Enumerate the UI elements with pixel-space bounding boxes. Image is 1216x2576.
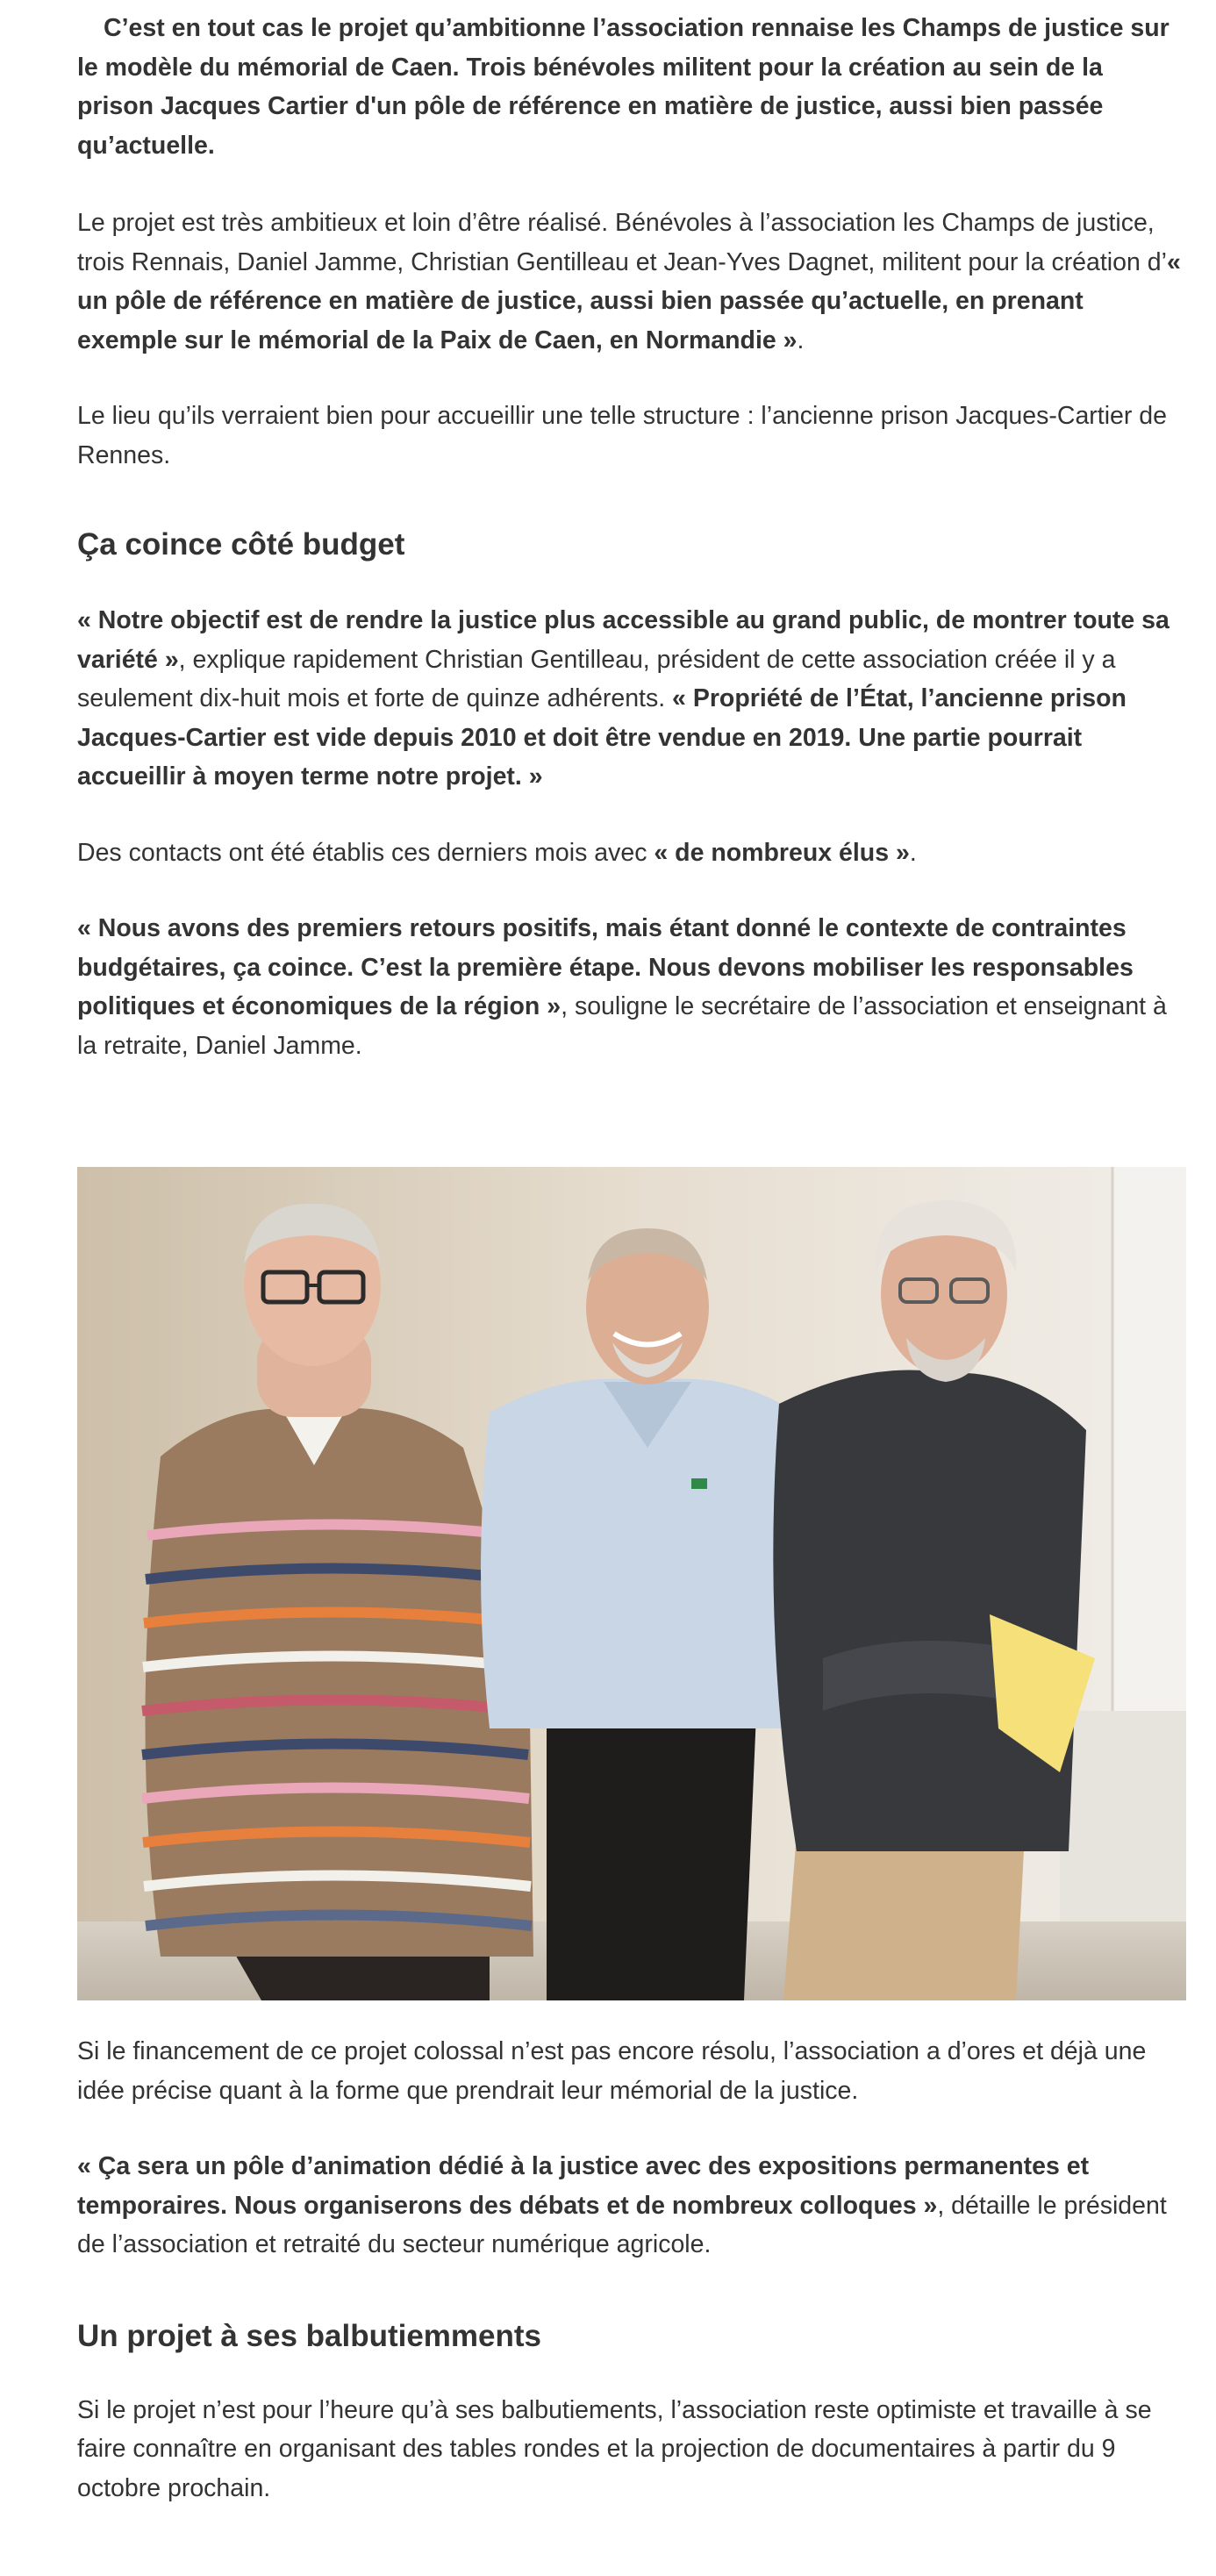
paragraph-feedback-quote: « Nous avons des premiers retours positifs, mais étant donné le contexte de contraintes budgétaires, ça coince. C’est la première étape. Nous devons mobiliser les responsables politiques et économiques de la région » (77, 914, 1134, 1020)
paragraph-intro-text: Le projet est très ambitieux et loin d’être réalisé. Bénévoles à l’association les Champs de justice, trois Rennais, Daniel Jamme, Christian Gentilleau et Jean-Yves Dagnet, militent pour la création d’ (77, 209, 1167, 276)
heading-budget: Ça coince côté budget (77, 527, 405, 562)
article-body (77, 0, 1183, 2508)
paragraph-feedback-text: , souligne le secrétaire de l’association et enseignant à la retraite, Daniel Jamme. (77, 992, 1167, 1060)
paragraph-plan-quote: « Ça sera un pôle d’animation dédié à la justice avec des expositions permanentes et temporaires. Nous organiserons des débats et de nombreux colloques » (77, 2152, 1090, 2220)
paragraph-plan-text: , détaille le président de l’association et retraité du secteur numérique agricole. (77, 2191, 1167, 2258)
paragraph-contacts-end: . (909, 838, 917, 867)
paragraph-feedback (77, 909, 1183, 1065)
paragraph-objective-text: , explique rapidement Christian Gentilleau, président de cette association créée il y a seulement dix-huit mois et forte de quinze adhérents. (77, 645, 1116, 712)
paragraph-contacts-text: Des contacts ont été établis ces derniers mois avec (77, 838, 654, 867)
paragraph-intro (77, 204, 1183, 360)
paragraph-objective-quote-2: « Propriété de l’État, l’ancienne prison Jacques-Cartier est vide depuis 2010 et doit être vendue en 2019. Une partie pourrait accueillir à moyen terme notre projet. » (77, 684, 1127, 791)
paragraph-contacts-quote: « de nombreux élus » (654, 838, 910, 867)
paragraph-location: Le lieu qu’ils verraient bien pour accueillir une telle structure : l’ancienne prison Jacques-Cartier de Rennes. (77, 402, 1167, 469)
article-lead: C’est en tout cas le projet qu’ambitionne l’association rennaise les Champs de justice sur le modèle du mémorial de Caen. Trois bénévoles militent pour la création au sein de la prison Jacques Cartier d'un pôle de référence en matière de justice, aussi bien passée qu’actuelle. (77, 14, 1170, 160)
paragraph-financing: Si le financement de ce projet colossal n’est pas encore résolu, l’association a d’ores et déjà une idée précise quant à la forme que prendrait leur mémorial de la justice. (77, 2037, 1147, 2105)
article-photo (77, 1167, 1186, 2000)
paragraph-contacts (77, 834, 1183, 873)
paragraph-objective (77, 601, 1183, 797)
heading-projet: Un projet à ses balbutiemments (77, 2318, 542, 2353)
paragraph-intro-quote: « un pôle de référence en matière de justice, aussi bien passée qu’actuelle, en prenant exemple sur le mémorial de la Paix de Caen, en Normandie » (77, 247, 1181, 354)
paragraph-plan (77, 2147, 1183, 2265)
paragraph-objective-quote-1: « Notre objectif est de rendre la justice plus accessible au grand public, de montrer toute sa variété » (77, 606, 1170, 674)
paragraph-intro-end: . (797, 326, 805, 354)
paragraph-outlook: Si le projet n’est pour l’heure qu’à ses balbutiements, l’association reste optimiste et travaille à se faire connaître en organisant des tables rondes et la projection de documentaires à partir du 9 octobre prochain. (77, 2395, 1152, 2502)
